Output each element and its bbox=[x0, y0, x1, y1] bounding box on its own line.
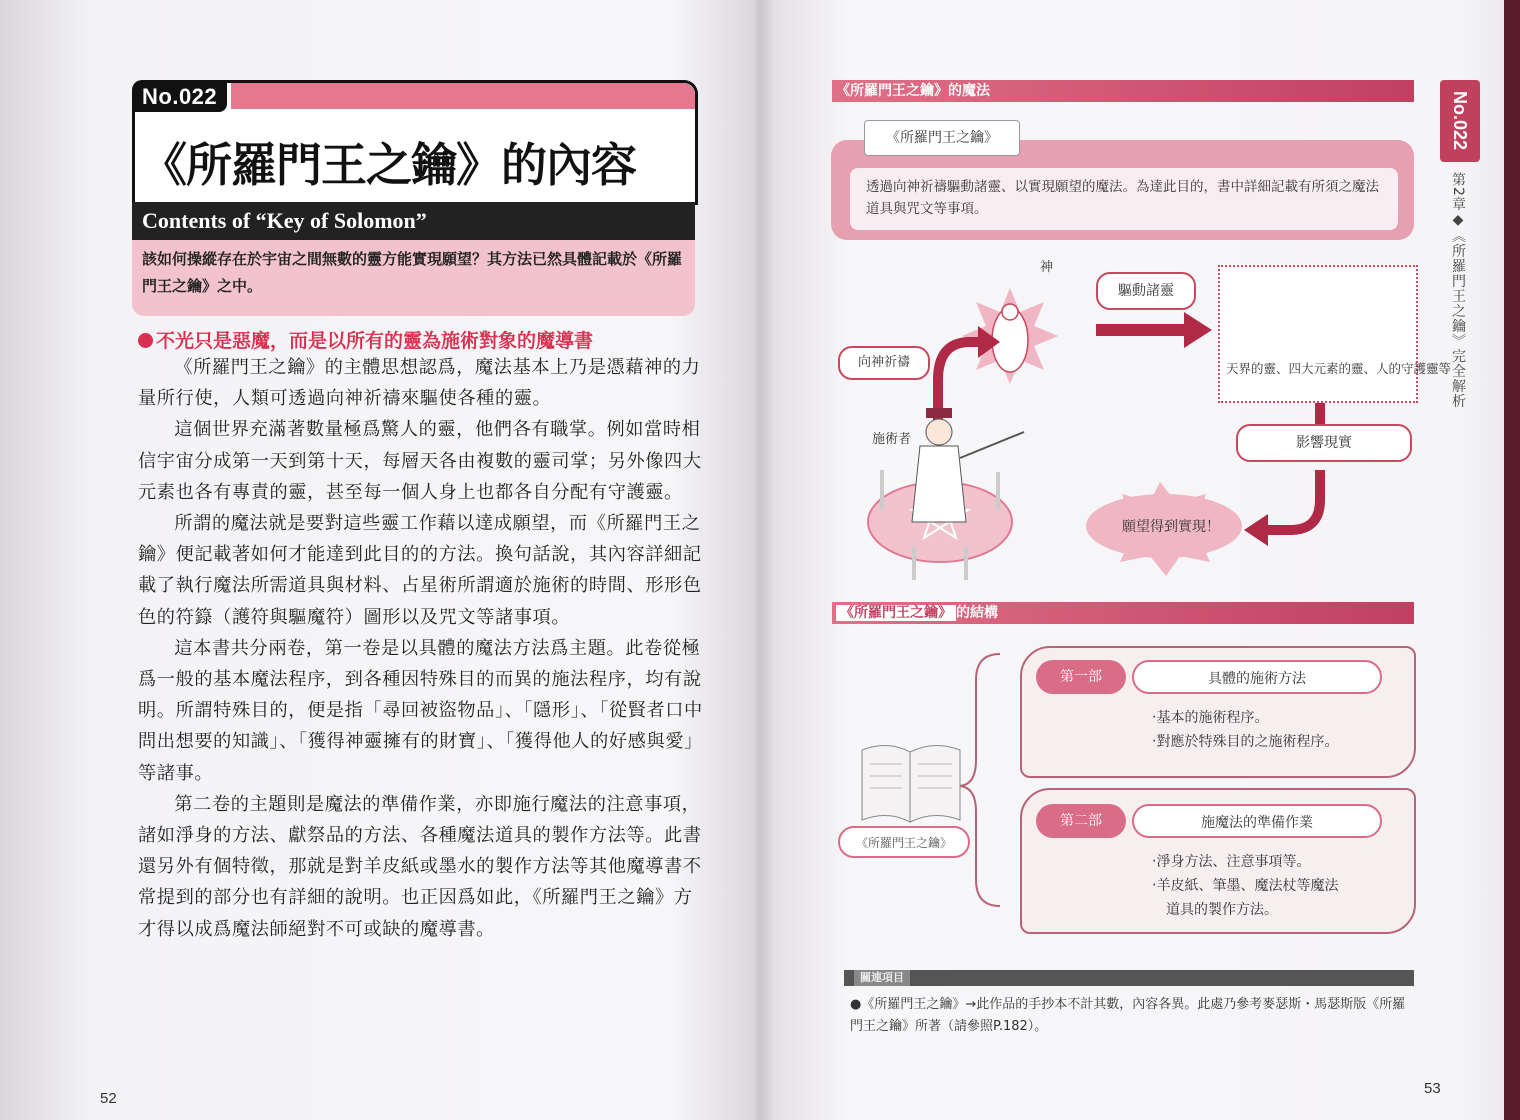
body-text bbox=[138, 352, 704, 945]
list-item: ‧對應於特殊目的之施術程序。 bbox=[1152, 734, 1339, 750]
paragraph: 第二卷的主題則是魔法的準備作業，亦即施行魔法的注意事項，諸如淨身的方法、獻祭品的方法、各種魔法道具的製作方法等。此書還另外有個特徵，那就是對羊皮紙或墨水的製作方法等其他魔導書不常提到的部分也有詳細的說明。也正因爲如此，《所羅門王之鑰》方才得以成爲魔法師絕對不可或缺的魔導書。 bbox=[138, 793, 702, 940]
page-title: 《所羅門王之鑰》的內容 bbox=[141, 138, 636, 192]
article-number: No.022 bbox=[132, 80, 227, 112]
section1-bar bbox=[832, 80, 1414, 102]
side-article-number: No.022 bbox=[1440, 80, 1480, 162]
affect-reality-label: 影響現實 bbox=[1236, 424, 1412, 462]
paragraph: 這本書共分兩卷，第一卷是以具體的魔法方法爲主題。此卷從極爲一般的基本魔法程序，到各種因特殊目的而異的施法程序，均有說明。所謂特殊目的，便是指「尋回被盜物品」、「隱形」、「從賢者口中問出想要的知識」、「獲得神靈擁有的財寶」、「獲得他人的好感與愛」等諸事。 bbox=[138, 637, 703, 784]
section1-title: 《所羅門王之鑰》的魔法 bbox=[836, 83, 990, 99]
title-panel bbox=[132, 80, 698, 205]
paragraph: 所謂的魔法就是要對這些靈工作藉以達成願望，而《所羅門王之鑰》便記載著如何才能達到此目的的方法。換句話說，其內容詳細記載了執行魔法所需道具與材料、占星術所謂適於施術的時間、形形色色的符籙（護符與驅魔符）圖形以及咒文等諸事項。 bbox=[138, 513, 702, 628]
open-book-icon bbox=[862, 745, 960, 822]
spirits-note: 天界的靈、四大元素的靈、人的守護靈等 bbox=[1226, 361, 1452, 376]
god-label: 神 bbox=[1040, 260, 1054, 275]
section-heading bbox=[138, 326, 593, 353]
book-cover-edge bbox=[1504, 0, 1520, 1120]
section2-title-book: 《所羅門王之鑰》 bbox=[836, 605, 956, 621]
list-item: ‧基本的施術程序。 bbox=[1152, 710, 1269, 726]
definition-text: 透過向神祈禱驅動諸靈、以實現願望的魔法。為達此目的，書中詳細記載有所須之魔法道具與咒文等事項。 bbox=[850, 168, 1398, 230]
page-number-right: 53 bbox=[1424, 1080, 1441, 1097]
god-icon bbox=[962, 288, 1058, 384]
section-heading-text: 不光只是惡魔，而是以所有的靈為施術對象的魔導書 bbox=[156, 330, 594, 352]
book-structure-label: 《所羅門王之鑰》 bbox=[838, 826, 970, 858]
structure-brace bbox=[840, 640, 1020, 920]
paragraph: 《所羅門王之鑰》的主體思想認爲，魔法基本上乃是憑藉神的力量所行使，人類可透過向神祈禱來驅使各種的靈。 bbox=[138, 357, 701, 410]
bullet-dot-icon bbox=[138, 333, 153, 348]
drive-arrow-icon bbox=[1096, 324, 1186, 336]
arrow-head-icon bbox=[1244, 514, 1268, 546]
related-note: ●《所羅門王之鑰》→此作品的手抄本不計其數，內容各異。此處乃參考麥瑟斯・馬瑟斯版《所羅門王之鑰》所著（請參照P.182）。 bbox=[850, 997, 1406, 1034]
list-item: ‧羊皮紙、筆墨、魔法杖等魔法 bbox=[1152, 878, 1339, 894]
english-title: Contents of “Key of Solomon” bbox=[132, 202, 695, 240]
related-items-bar bbox=[844, 970, 1414, 986]
section2-bar bbox=[832, 602, 1414, 624]
lead-text: 該如何操縱存在於宇宙之間無數的靈方能實現願望？其方法已然具體記載於《所羅門王之鑰》之中。 bbox=[132, 240, 695, 316]
part-1-tag: 第一部 bbox=[1036, 660, 1126, 694]
page-number-left: 52 bbox=[100, 1090, 117, 1107]
part-2-tag: 第二部 bbox=[1036, 804, 1126, 838]
part-2-title: 施魔法的準備作業 bbox=[1132, 804, 1382, 838]
wish-fulfilled-label: 願望得到實現！ bbox=[1122, 519, 1220, 535]
book-tag: 《所羅門王之鑰》 bbox=[864, 120, 1020, 156]
drive-spirits-label: 驅動諸靈 bbox=[1096, 272, 1196, 310]
list-item: 道具的製作方法。 bbox=[1152, 902, 1278, 918]
paragraph: 這個世界充滿著數量極爲驚人的靈，他們各有職掌。例如當時相信宇宙分成第一天到第十天，每層天各由複數的靈司掌；另外像四大元素也各有專責的靈，甚至每一個人身上也都各自分配有守護靈。 bbox=[138, 419, 702, 503]
brace-icon bbox=[958, 654, 1000, 906]
article-header bbox=[132, 80, 694, 296]
part-1-items bbox=[1152, 706, 1338, 754]
arrow-head-icon bbox=[1184, 312, 1212, 348]
pray-label: 向神祈禱 bbox=[838, 346, 930, 380]
list-item: ‧淨身方法、注意事項等。 bbox=[1152, 854, 1311, 870]
section2-title-rest: 的結構 bbox=[956, 605, 998, 621]
part-2-items bbox=[1152, 850, 1338, 922]
wish-arrow-icon bbox=[1266, 470, 1320, 530]
related-items-header: 關連項目 bbox=[854, 970, 910, 986]
caster-label: 施術者 bbox=[872, 432, 912, 447]
spirits-box bbox=[1218, 265, 1418, 403]
side-chapter-text: 第2章◆《所羅門王之鑰》完全解析 bbox=[1450, 172, 1466, 409]
title-panel-accent bbox=[231, 83, 695, 109]
part-1-title: 具體的施術方法 bbox=[1132, 660, 1382, 694]
